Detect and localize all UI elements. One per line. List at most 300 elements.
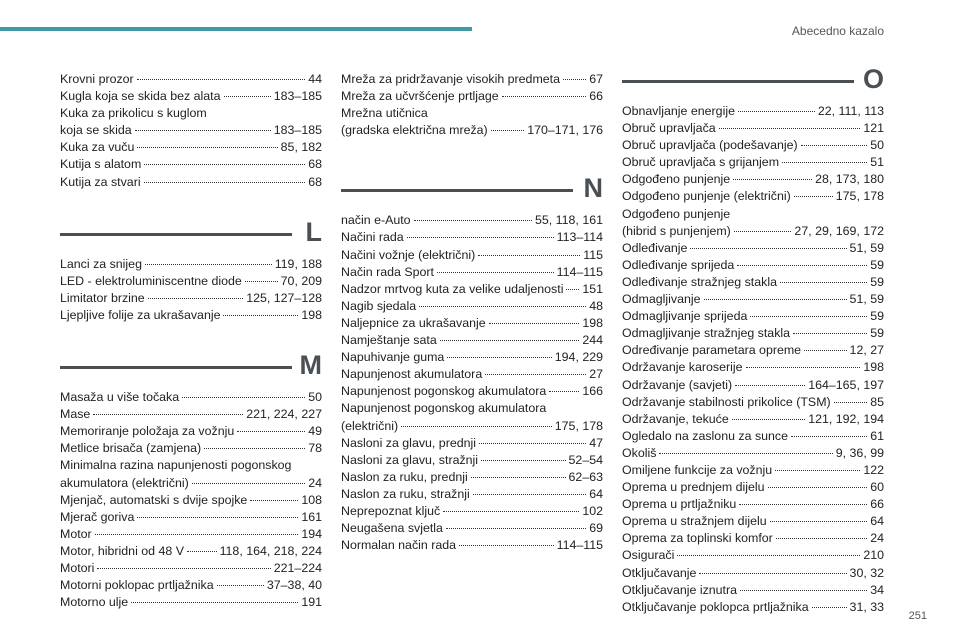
- index-column-3: [622, 58, 884, 616]
- dot-leader: [414, 220, 532, 221]
- entry-name: Održavanje stabilnosti prikolice (TSM): [622, 394, 831, 409]
- section-letter: N: [583, 173, 603, 204]
- index-entry: [341, 332, 603, 349]
- index-entry: [622, 377, 884, 394]
- index-entry: [622, 428, 884, 445]
- index-entry: [60, 560, 322, 577]
- section-letter: L: [305, 216, 322, 247]
- entry-pages: 30, 32: [849, 565, 884, 580]
- dot-leader: [485, 374, 586, 375]
- entry-name: Motor: [60, 526, 92, 541]
- index-entry: [622, 479, 884, 496]
- entry-pages: 115: [583, 247, 603, 262]
- entry-pages: 66: [589, 89, 603, 104]
- entry-list-n: [341, 212, 603, 554]
- dot-leader: [780, 282, 867, 283]
- entry-pages: 166: [582, 384, 603, 399]
- section-divider: [60, 366, 292, 369]
- entry-list-o: [622, 103, 884, 616]
- entry-pages: 55, 118, 161: [535, 213, 603, 228]
- index-entry: [60, 122, 322, 139]
- dot-leader: [563, 79, 586, 80]
- entry-name: Odleđivanje sprijeda: [622, 257, 735, 272]
- entry-pages: 60: [870, 480, 884, 495]
- entry-pages: 59: [870, 257, 884, 272]
- index-entry: [60, 423, 322, 440]
- entry-name: Motorni poklopac prtljažnika: [60, 578, 214, 593]
- index-entry: [341, 298, 603, 315]
- entry-pages: 61: [870, 428, 884, 443]
- index-entry: [622, 171, 884, 188]
- dot-leader: [459, 545, 554, 546]
- entry-name: Odleđivanje stražnjeg stakla: [622, 274, 777, 289]
- entry-pages: 34: [870, 582, 884, 597]
- entry-pages: 113–114: [556, 230, 603, 245]
- index-entry: [341, 71, 603, 88]
- entry-pages: 114–115: [556, 264, 603, 279]
- entry-name: Obruč upravljača: [622, 121, 716, 136]
- index-entry: [60, 577, 322, 594]
- entry-pages: 44: [308, 72, 322, 86]
- index-entry: [60, 88, 322, 105]
- dot-leader: [740, 590, 867, 591]
- index-entry: [60, 526, 322, 543]
- dot-leader: [794, 196, 833, 197]
- entry-name: Kutija za stvari: [60, 174, 141, 189]
- entry-pages: 24: [308, 475, 322, 490]
- entry-name: Mjerač goriva: [60, 509, 135, 524]
- dot-leader: [776, 538, 867, 539]
- entry-list-m-cont: [341, 71, 603, 139]
- entry-name: Napunjenost pogonskog akumulatora: [341, 384, 547, 399]
- section-divider: [341, 189, 573, 192]
- index-entry: [341, 469, 603, 486]
- dot-leader: [801, 145, 868, 146]
- entry-pages: 198: [301, 307, 322, 322]
- entry-name: Odmagljivanje sprijeda: [622, 309, 748, 324]
- entry-pages: 37–38, 40: [266, 578, 322, 593]
- entry-pages: 85: [870, 394, 884, 409]
- entry-pages: 221–224: [273, 560, 322, 575]
- index-entry: [622, 291, 884, 308]
- index-entry: [622, 325, 884, 342]
- entry-name: Nadzor mrtvog kuta za velike udaljenosti: [341, 281, 564, 296]
- index-entry: [60, 406, 322, 423]
- index-entry: [60, 492, 322, 509]
- dot-leader: [224, 96, 271, 97]
- entry-name: Otključavanje iznutra: [622, 582, 738, 597]
- entry-name: (gradska električna mreža): [341, 123, 488, 138]
- dot-leader: [401, 426, 552, 427]
- entry-name: Mreža za učvršćenje prtljage: [341, 89, 499, 104]
- index-entry: [341, 264, 603, 281]
- dot-leader: [135, 130, 271, 131]
- entry-name: Omiljene funkcije za vožnju: [622, 462, 773, 477]
- entry-pages: 68: [308, 174, 322, 189]
- entry-name: Motor, hibridni od 48 V: [60, 543, 184, 558]
- dot-leader: [137, 79, 306, 80]
- page-header-title: Abecedno kazalo: [791, 24, 884, 38]
- entry-pages: 114–115: [556, 538, 603, 553]
- entry-name: Određivanje parametara opreme: [622, 343, 802, 358]
- dot-leader: [770, 521, 868, 522]
- entry-name: Kuka za vuču: [60, 140, 135, 155]
- dot-leader: [746, 367, 861, 368]
- dot-leader: [804, 350, 846, 351]
- dot-leader: [704, 299, 847, 300]
- index-entry: [341, 88, 603, 105]
- index-column-2: [341, 71, 603, 554]
- entry-pages: 119, 188: [274, 256, 322, 271]
- index-entry-line: Napunjenost pogonskog akumulatora: [341, 401, 547, 416]
- entry-name: Neprepoznat ključ: [341, 503, 441, 518]
- index-entry: [622, 547, 884, 564]
- dot-leader: [478, 255, 580, 256]
- entry-pages: 198: [863, 360, 884, 375]
- entry-name: Motorno ulje: [60, 595, 129, 610]
- entry-pages: 175, 178: [554, 418, 603, 433]
- index-entry: [622, 565, 884, 582]
- dot-leader: [217, 585, 264, 586]
- entry-name: Namještanje sata: [341, 333, 437, 348]
- index-entry: [622, 223, 884, 240]
- entry-pages: 51, 59: [849, 240, 884, 255]
- dot-leader: [145, 264, 272, 265]
- dot-leader: [250, 500, 298, 501]
- section-header-n: [341, 167, 603, 212]
- entry-name: Ljepljive folije za ukrašavanje: [60, 307, 221, 322]
- dot-leader: [733, 179, 812, 180]
- dot-leader: [812, 607, 847, 608]
- entry-pages: 22, 111, 113: [817, 104, 884, 118]
- dot-leader: [437, 272, 554, 273]
- dot-leader: [187, 551, 217, 552]
- index-entry: [60, 594, 322, 611]
- entry-name: Mreža za pridržavanje visokih predmeta: [341, 72, 560, 86]
- page-number: 251: [908, 610, 927, 622]
- entry-pages: 70, 209: [280, 273, 322, 288]
- entry-name: Oprema u prednjem dijelu: [622, 480, 765, 495]
- dot-leader: [659, 453, 832, 454]
- dot-leader: [677, 555, 860, 556]
- dot-leader: [97, 568, 270, 569]
- section-letter: O: [862, 64, 884, 94]
- entry-pages: 170–171, 176: [527, 123, 603, 138]
- index-entry: [341, 247, 603, 264]
- entry-pages: 78: [308, 441, 322, 456]
- entry-name: koja se skida: [60, 123, 132, 138]
- index-entry: [622, 496, 884, 513]
- entry-name: Odmagljivanje stražnjeg stakla: [622, 326, 791, 341]
- entry-pages: 59: [870, 326, 884, 341]
- index-entry: [60, 509, 322, 526]
- entry-pages: 67: [589, 72, 603, 86]
- index-entry: [60, 307, 322, 324]
- entry-name: Obnavljanje energije: [622, 104, 735, 118]
- dot-leader: [407, 237, 554, 238]
- index-entry: [622, 120, 884, 137]
- dot-leader: [737, 265, 867, 266]
- entry-name: Održavanje karoserije: [622, 360, 743, 375]
- dot-leader: [192, 483, 305, 484]
- entry-name: Neugašena svjetla: [341, 521, 443, 536]
- entry-pages: 121, 192, 194: [808, 411, 884, 426]
- section-divider: [622, 80, 854, 83]
- entry-pages: 161: [301, 509, 322, 524]
- dot-leader: [502, 96, 587, 97]
- entry-name: Način rada Sport: [341, 264, 434, 279]
- entry-pages: 9, 36, 99: [835, 445, 884, 460]
- entry-pages: 151: [582, 281, 603, 296]
- index-entry: [60, 139, 322, 156]
- entry-pages: 64: [870, 514, 884, 529]
- index-entry: [341, 281, 603, 298]
- dot-leader: [793, 333, 867, 334]
- header-accent-bar: [0, 27, 472, 31]
- index-entry: [622, 411, 884, 428]
- dot-leader: [447, 357, 551, 358]
- dot-leader: [791, 436, 867, 437]
- index-entry: [341, 366, 603, 383]
- dot-leader: [148, 298, 244, 299]
- entry-pages: 191: [301, 595, 322, 610]
- dot-leader: [443, 511, 579, 512]
- index-entry: [622, 188, 884, 205]
- entry-pages: 51, 59: [849, 292, 884, 307]
- entry-list-m: [60, 389, 322, 611]
- dot-leader: [735, 385, 805, 386]
- dot-leader: [750, 316, 867, 317]
- entry-name: Održavanje, tekuće: [622, 411, 729, 426]
- index-entry: [341, 383, 603, 400]
- index-entry: [341, 315, 603, 332]
- index-entry: [622, 599, 884, 616]
- entry-pages: 102: [582, 503, 603, 518]
- dot-leader: [440, 340, 580, 341]
- dot-leader: [131, 602, 298, 603]
- dot-leader: [549, 391, 579, 392]
- index-entry: [622, 154, 884, 171]
- entry-name: Nasloni za glavu, prednji: [341, 435, 476, 450]
- index-entry: [341, 212, 603, 229]
- entry-pages: 49: [308, 424, 322, 439]
- entry-name: Otključavanje: [622, 565, 697, 580]
- index-entry: [60, 174, 322, 191]
- index-entry: [622, 308, 884, 325]
- entry-pages: 210: [863, 548, 884, 563]
- section-letter: M: [299, 350, 322, 381]
- dot-leader: [95, 534, 299, 535]
- dot-leader: [245, 281, 278, 282]
- entry-name: Krovni prozor: [60, 72, 134, 86]
- dot-leader: [699, 573, 846, 574]
- entry-pages: 62–63: [568, 469, 603, 484]
- dot-leader: [481, 460, 565, 461]
- dot-leader: [782, 162, 867, 163]
- index-entry: [622, 394, 884, 411]
- dot-leader: [137, 517, 298, 518]
- index-entry: [60, 543, 322, 560]
- dot-leader: [738, 111, 815, 112]
- entry-name: Načini rada: [341, 230, 404, 245]
- index-entry: [341, 503, 603, 520]
- section-header-o: [622, 58, 884, 103]
- dot-leader: [734, 231, 792, 232]
- dot-leader: [834, 402, 868, 403]
- index-entry: [622, 359, 884, 376]
- entry-name: Načini vožnje (električni): [341, 247, 476, 262]
- entry-pages: 194: [301, 526, 322, 541]
- entry-name: Obruč upravljača s grijanjem: [622, 155, 780, 170]
- dot-leader: [471, 477, 566, 478]
- dot-leader: [182, 397, 305, 398]
- entry-name: način e-Auto: [341, 213, 411, 228]
- entry-name: Odgođeno punjenje: [622, 172, 731, 187]
- entry-pages: 175, 178: [835, 189, 884, 204]
- entry-pages: 244: [582, 333, 603, 348]
- entry-name: Nasloni za glavu, stražnji: [341, 452, 479, 467]
- index-entry-line: Mrežna utičnica: [341, 106, 428, 121]
- index-entry: [622, 342, 884, 359]
- entry-pages: 108: [301, 492, 322, 507]
- index-entry: [341, 486, 603, 503]
- dot-leader: [739, 504, 867, 505]
- entry-pages: 221, 224, 227: [246, 407, 322, 422]
- index-entry: [341, 349, 603, 366]
- entry-name: (hibrid s punjenjem): [622, 223, 731, 238]
- entry-name: Odmagljivanje: [622, 292, 701, 307]
- index-entry: [622, 257, 884, 274]
- entry-name: Metlice brisača (zamjena): [60, 441, 202, 456]
- index-entry: [341, 452, 603, 469]
- entry-pages: 12, 27: [849, 343, 884, 358]
- dot-leader: [479, 443, 586, 444]
- dot-leader: [137, 147, 277, 148]
- dot-leader: [489, 323, 580, 324]
- dot-leader: [775, 470, 860, 471]
- entry-pages: 27: [589, 367, 603, 382]
- index-entry: [622, 582, 884, 599]
- index-entry: [341, 435, 603, 452]
- section-header-l: [60, 211, 322, 256]
- index-entry-line: Kuka za prikolicu s kuglom: [60, 106, 207, 121]
- entry-pages: 50: [870, 138, 884, 153]
- entry-list-k: [60, 71, 322, 191]
- index-entry: [60, 440, 322, 457]
- index-entry: [622, 103, 884, 120]
- index-entry: [622, 530, 884, 547]
- index-entry: [60, 389, 322, 406]
- index-entry: [341, 520, 603, 537]
- entry-pages: 125, 127–128: [246, 290, 322, 305]
- dot-leader: [690, 248, 846, 249]
- entry-pages: 24: [870, 531, 884, 546]
- entry-name: Masaža u više točaka: [60, 390, 180, 405]
- dot-leader: [446, 528, 586, 529]
- dot-leader: [473, 494, 586, 495]
- entry-pages: 164–165, 197: [808, 377, 884, 392]
- dot-leader: [566, 289, 579, 290]
- entry-pages: 198: [582, 315, 603, 330]
- entry-pages: 122: [863, 462, 884, 477]
- section-header-m: [60, 344, 322, 389]
- dot-leader: [419, 306, 586, 307]
- index-entry: [60, 290, 322, 307]
- dot-leader: [491, 130, 525, 131]
- entry-name: Naljepnice za ukrašavanje: [341, 315, 486, 330]
- dot-leader: [719, 128, 861, 129]
- entry-name: Kutija s alatom: [60, 157, 142, 172]
- entry-pages: 183–185: [273, 89, 322, 104]
- entry-name: Ogledalo na zaslonu za sunce: [622, 428, 789, 443]
- index-entry: [60, 273, 322, 290]
- entry-name: Odgođeno punjenje (električni): [622, 189, 791, 204]
- index-entry: [341, 122, 603, 139]
- entry-pages: 59: [870, 274, 884, 289]
- dot-leader: [223, 315, 298, 316]
- entry-pages: 85, 182: [280, 140, 322, 155]
- entry-pages: 50: [308, 390, 322, 405]
- entry-name: Motori: [60, 560, 95, 575]
- entry-name: Napuhivanje guma: [341, 350, 445, 365]
- entry-name: Napunjenost akumulatora: [341, 367, 483, 382]
- entry-name: Mjenjač, automatski s dvije spojke: [60, 492, 248, 507]
- entry-name: Lanci za snijeg: [60, 256, 142, 271]
- entry-name: Održavanje (savjeti): [622, 377, 733, 392]
- index-entry: [622, 462, 884, 479]
- index-entry: [60, 475, 322, 492]
- entry-name: LED - elektroluminiscentne diode: [60, 273, 242, 288]
- entry-pages: 48: [589, 298, 603, 313]
- dot-leader: [732, 419, 805, 420]
- index-entry-line: Odgođeno punjenje: [622, 206, 731, 221]
- dot-leader: [93, 414, 243, 415]
- entry-name: Oprema u stražnjem dijelu: [622, 514, 767, 529]
- entry-name: Naslon za ruku, stražnji: [341, 486, 470, 501]
- entry-name: Limitator brzine: [60, 290, 145, 305]
- index-entry: [341, 229, 603, 246]
- entry-list-l: [60, 256, 322, 324]
- index-entry: [341, 418, 603, 435]
- entry-pages: 27, 29, 169, 172: [794, 223, 884, 238]
- entry-pages: 47: [589, 435, 603, 450]
- index-entry-line: Minimalna razina napunjenosti pogonskog: [60, 458, 292, 473]
- entry-pages: 118, 164, 218, 224: [219, 543, 322, 558]
- entry-name: Obruč upravljača (podešavanje): [622, 138, 798, 153]
- entry-name: Kugla koja se skida bez alata: [60, 89, 221, 104]
- entry-name: akumulatora (električni): [60, 475, 189, 490]
- index-entry: [60, 256, 322, 273]
- entry-pages: 66: [870, 497, 884, 512]
- index-entry: [60, 71, 322, 88]
- entry-name: Normalan način rada: [341, 538, 457, 553]
- index-entry: [622, 513, 884, 530]
- entry-pages: 69: [589, 521, 603, 536]
- entry-pages: 59: [870, 309, 884, 324]
- entry-pages: 52–54: [568, 452, 603, 467]
- dot-leader: [237, 431, 305, 432]
- entry-name: Odleđivanje: [622, 240, 688, 255]
- index-entry: [622, 240, 884, 257]
- entry-name: Memoriranje položaja za vožnju: [60, 424, 235, 439]
- entry-pages: 68: [308, 157, 322, 172]
- entry-pages: 183–185: [273, 123, 322, 138]
- entry-name: Otključavanje poklopca prtljažnika: [622, 599, 809, 614]
- entry-name: (električni): [341, 418, 399, 433]
- dot-leader: [204, 448, 305, 449]
- index-entry: [341, 537, 603, 554]
- section-divider: [60, 233, 292, 236]
